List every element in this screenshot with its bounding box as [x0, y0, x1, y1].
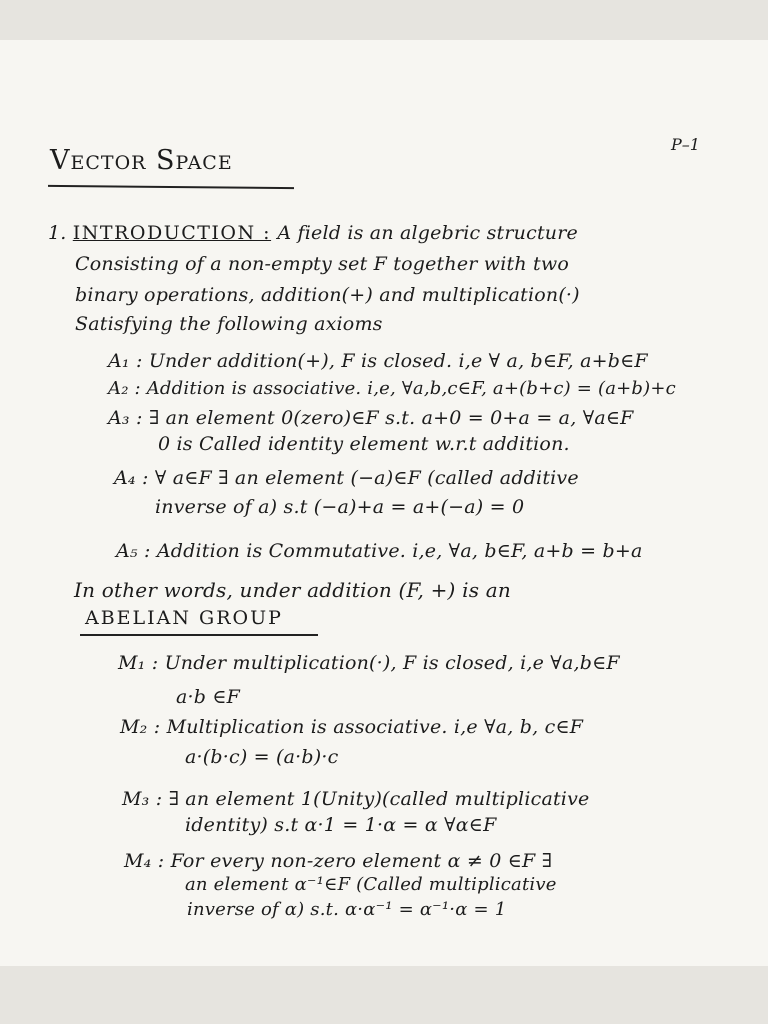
axiom-a3: [108, 407, 634, 429]
intro-line: binary operations, addition(+) and multiplication(·): [75, 284, 580, 306]
axiom-text: inverse of a) s.t (−a)+a = a+(−a) = 0: [155, 496, 525, 518]
axiom-a4: [114, 467, 579, 489]
axiom-m2: [120, 716, 583, 738]
axiom-text: an element α⁻¹∈F (Called multiplicative: [185, 874, 557, 895]
axiom-text: a·(b·c) = (a·b)·c: [185, 746, 339, 768]
axiom-m3: [122, 788, 589, 810]
axiom-m1: [118, 652, 620, 674]
axiom-label: A₁ :: [108, 350, 143, 372]
axiom-text: ∃ an element 0(zero)∈F s.t. a+0 = 0+a = a, ∀a∈F: [148, 407, 634, 429]
axiom-label: A₅ :: [116, 540, 151, 562]
section-number: 1.: [48, 222, 67, 244]
axiom-label: M₁ :: [118, 652, 159, 674]
axiom-a2: [108, 378, 676, 399]
axiom-text: 0 is Called identity element w.r.t addition.: [158, 433, 570, 455]
abelian-group-heading: ABELIAN GROUP: [85, 607, 283, 629]
axiom-text: Under multiplication(·), F is closed, i,e ∀a,b∈F: [164, 652, 620, 674]
axiom-text: Under addition(+), F is closed. i,e ∀ a, b∈F, a+b∈F: [148, 350, 648, 372]
axiom-text: identity) s.t α·1 = 1·α = α ∀α∈F: [185, 814, 497, 836]
section-heading: INTRODUCTION :: [72, 222, 272, 244]
axiom-a5: [116, 540, 643, 562]
intro-first-line: [48, 222, 578, 244]
intro-line: Consisting of a non-empty set F together with two: [75, 253, 569, 275]
axiom-text: inverse of α) s.t. α·α⁻¹ = α⁻¹·α = 1: [187, 899, 507, 920]
axiom-label: A₄ :: [114, 467, 149, 489]
axiom-text: Addition is Commutative. i,e, ∀a, b∈F, a+b = b+a: [156, 540, 643, 562]
axiom-a1: [108, 350, 648, 372]
axiom-label: M₄ :: [124, 850, 165, 872]
axiom-m4: [124, 850, 552, 872]
axiom-label: A₂ :: [108, 378, 141, 399]
intro-line: A field is an algebric structure: [277, 222, 578, 244]
axiom-label: A₃ :: [108, 407, 143, 429]
axiom-text: For every non-zero element α ≠ 0 ∈F ∃: [170, 850, 553, 872]
axiom-text: ∃ an element 1(Unity)(called multiplicative: [168, 788, 590, 810]
abelian-underline: [80, 634, 318, 636]
other-words-line: In other words, under addition (F, +) is an: [74, 578, 511, 602]
page-title: Vector Space: [50, 145, 233, 176]
page-number: P–1: [671, 135, 700, 154]
axiom-text: ∀ a∈F ∃ an element (−a)∈F (called additive: [154, 467, 579, 489]
axiom-label: M₃ :: [122, 788, 163, 810]
axiom-label: M₂ :: [120, 716, 161, 738]
axiom-text: Multiplication is associative. i,e ∀a, b, c∈F: [166, 716, 584, 738]
axiom-text: Addition is associative. i,e, ∀a,b,c∈F, a+(b+c) = (a+b)+c: [146, 378, 676, 399]
intro-line: Satisfying the following axioms: [75, 313, 383, 335]
axiom-text: a·b ∈F: [176, 686, 241, 708]
